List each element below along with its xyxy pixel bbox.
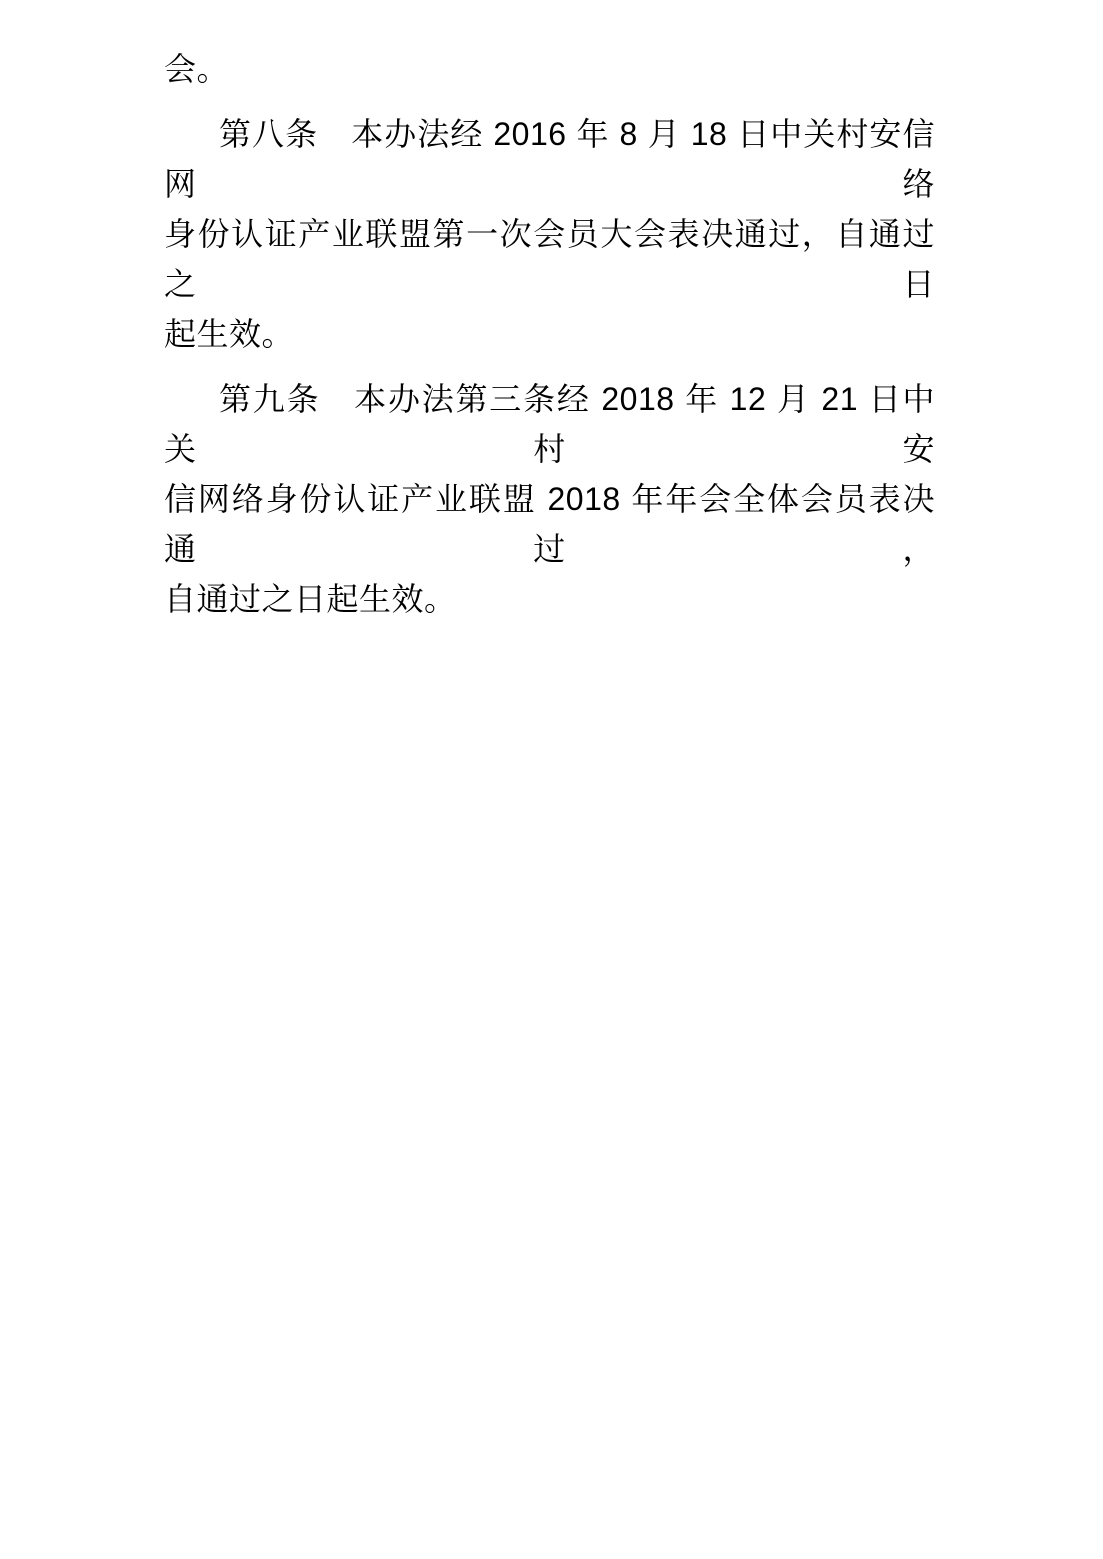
paragraph-article-8 xyxy=(164,109,935,359)
text-line: 起生效。 xyxy=(164,316,295,352)
document-text-block xyxy=(164,44,935,639)
text-line: 第八条 本办法经 2016 年 8 月 18 日中关村安信网络 xyxy=(164,116,935,202)
text-line: 会。 xyxy=(164,51,230,87)
text-line: 信网络身份认证产业联盟 2018 年年会全体会员表决通过， xyxy=(164,481,935,567)
text-line: 身份认证产业联盟第一次会员大会表决通过，自通过之日 xyxy=(164,216,935,302)
text-line: 自通过之日起生效。 xyxy=(164,581,457,617)
text-line: 第九条 本办法第三条经 2018 年 12 月 21 日中关村安 xyxy=(164,381,935,467)
paragraph-article-9 xyxy=(164,374,935,624)
paragraph-previous-ending xyxy=(164,44,935,94)
